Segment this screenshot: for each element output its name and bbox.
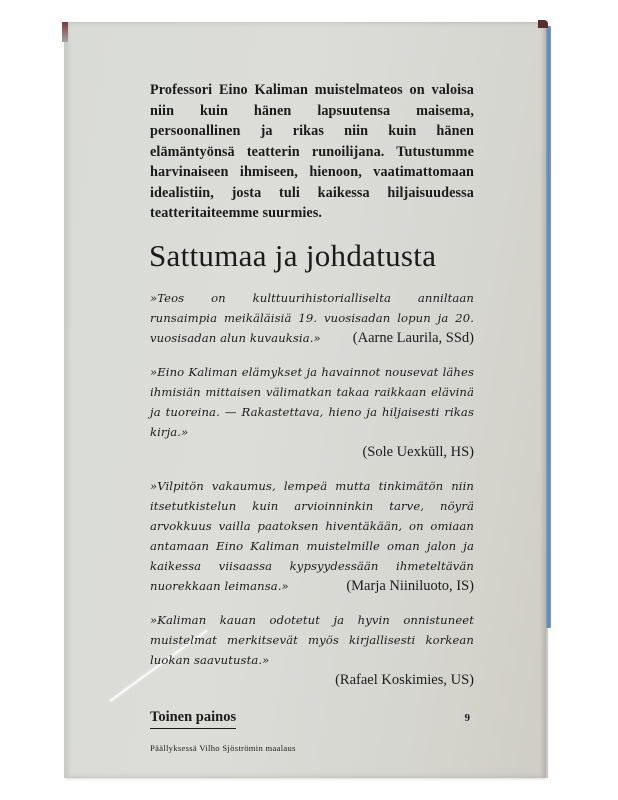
footer-row <box>150 708 474 729</box>
blurb-text: Professori Eino Kaliman muistelmateos on valoisa niin kuin hänen lapsuutensa maisema, persoonallinen ja rikas niin kuin hänen elämäntyönsä teatterin runoilijana. Tutustumme harvinaiseen ihmiseen, hienoon, vaatimattomaan idealistiin, josta tuli kaikessa hiljaisuudessa teatteritaiteemme suurmies. <box>150 82 474 221</box>
review-3 <box>150 476 474 596</box>
series-number: 9 <box>464 711 470 724</box>
review-2 <box>150 362 474 462</box>
review-source: (Aarne Laurila, SSd) <box>352 329 474 346</box>
review-quote: »Eino Kaliman elämykset ja havainnot nousevat lähes ihmisiän mittaisen välimatkan takaa raikkaan elävinä ja tuoreina. — Rakastettava, hieno ja hiljaisesti rikas kirja.» <box>150 364 474 439</box>
review-source: (Sole Uexküll, HS) <box>362 443 474 460</box>
review-source: (Marja Niiniluoto, IS) <box>346 577 474 594</box>
review-source: (Rafael Koskimies, US) <box>335 671 474 688</box>
worn-corner-top-right <box>538 20 548 28</box>
review-1 <box>150 288 474 348</box>
edition-label: Toinen painos <box>150 708 236 729</box>
cover-text <box>150 80 474 753</box>
review-quote: »Vilpitön vakaumus, lempeä mutta tinkimätön niin itsetutkistelun kuin arvioinninkin tarve, nöyrä arvokkuus vailla paatoksen hiventäkään, on omiaan antamaan Eino Kaliman muistelmille oman jalon ja kaikessa viisaassa kypsyydessään ihmeteltävän nuorekkaan leimansa.» <box>150 478 474 593</box>
cover-art-credit: Päällyksessä Vilho Sjöströmin maalaus <box>150 742 296 753</box>
book-title: Sattumaa ja johdatusta <box>149 237 437 273</box>
worn-corner-top-left <box>62 22 68 42</box>
review-quote: »Kaliman kauan odotetut ja hyvin onnistuneet muistelmat merkitsevät myös kirjallisesti korkean luokan saavutusta.» <box>150 612 474 667</box>
review-4 <box>150 610 474 690</box>
spine-edge <box>546 26 551 628</box>
review-quote: »Teos on kulttuurihistorialliselta anniltaan runsaimpia meikäläisiä 19. vuosisadan lopun ja 20. vuosisadan alun kuvauksia.» <box>150 290 474 345</box>
